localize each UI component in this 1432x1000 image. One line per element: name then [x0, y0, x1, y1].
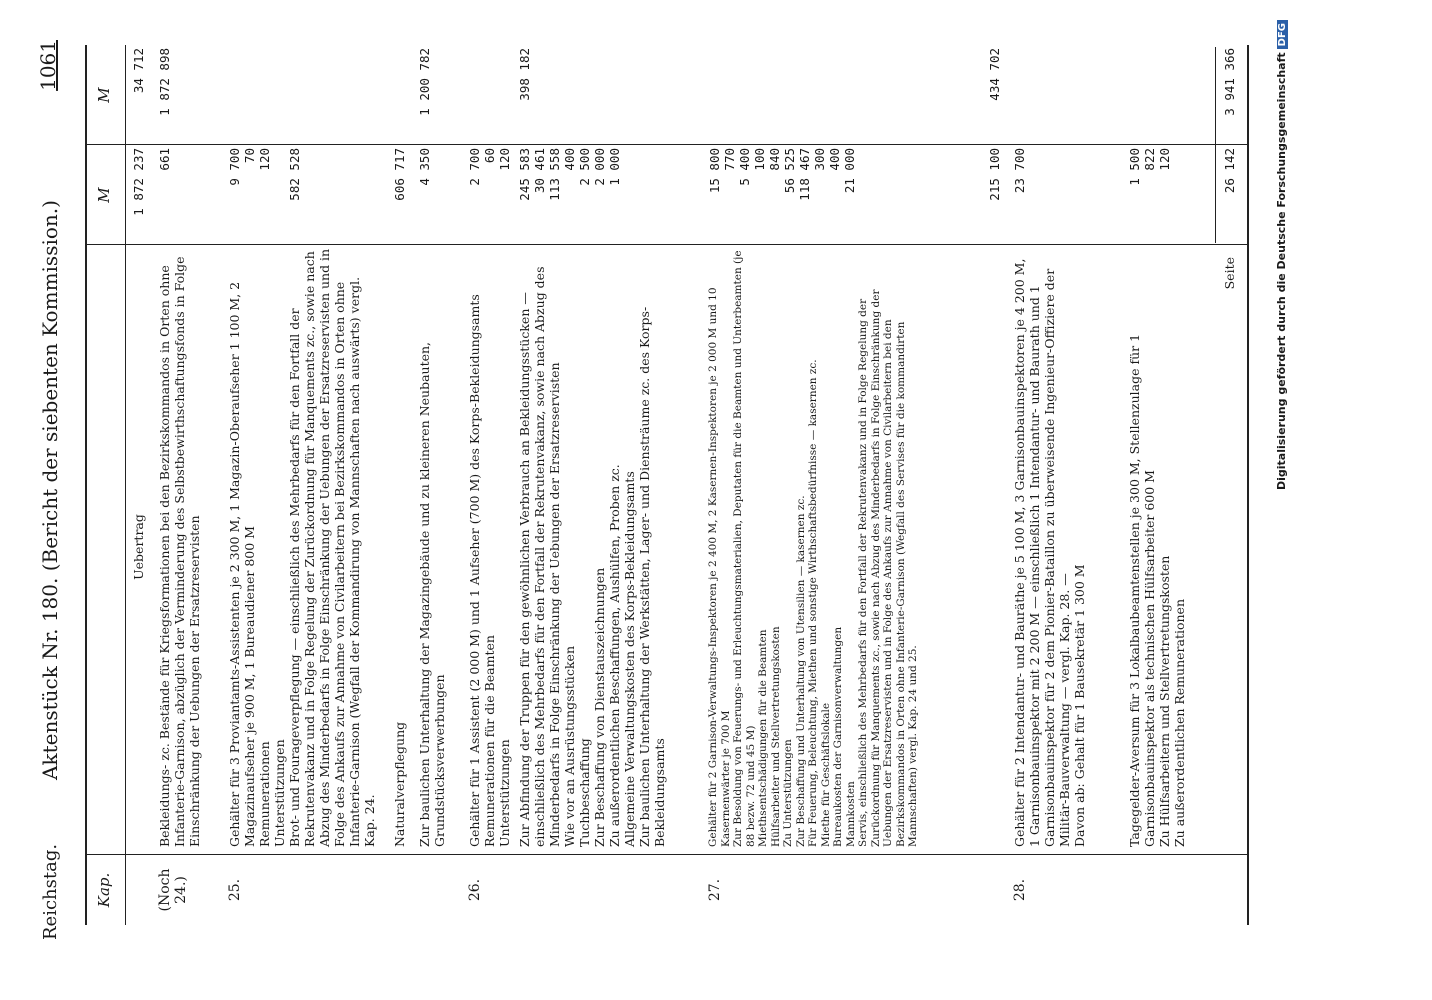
- total-rule: [1215, 47, 1216, 243]
- row-text: Zur baulichen Unterhaltung der Magazingebäude und zu kleineren Neubauten, Grundstücksverwerbungen: [417, 341, 447, 847]
- row-kap: 26.: [467, 878, 483, 902]
- col-m2-head: M: [95, 87, 113, 103]
- digitization-note: [1275, 20, 1288, 980]
- row-text: Naturalverpflegung: [392, 721, 407, 847]
- row-amount-m1: 245 583 30 461 113 558 400 2 500 2 000 1 000: [517, 148, 622, 201]
- header-rule: [125, 45, 126, 925]
- row-amount-m1: 2 700 60 120: [467, 148, 512, 186]
- header-title: Aktenstück Nr. 180. (Bericht der siebenten Kommission.): [38, 200, 62, 780]
- row-text: Bekleidungs- zc. Bestände für Kriegsformationen bei den Bezirkskommandos in Orten ohne Infanterie-Garnison, abzüglich der Verminderung des Selbstbewirthschaftungsfonds in Folge Einschränkung der Uebungen der Ersatzreservisten: [157, 256, 202, 847]
- carry-label: Uebertrag: [131, 514, 146, 580]
- row-amount-m2: 1 872 898: [157, 48, 172, 116]
- row-kap: 25.: [227, 878, 243, 902]
- total-m2: 3 941 366: [1222, 48, 1237, 116]
- row-kap: 28.: [1012, 878, 1028, 902]
- page-number: 1061: [36, 40, 60, 91]
- col-m2: [87, 45, 1247, 145]
- row-text: Gehälter für 3 Proviantamts-Assistenten je 2 300 M, 1 Magazin-Oberaufseher 1 100 M, 2 Magazinaufseher je 900 M, 1 Bureaudiener 800 M Remunerationen Unterstützungen: [227, 281, 287, 847]
- dfg-logo: DFG: [1277, 20, 1288, 49]
- total-m1: 26 142: [1222, 148, 1237, 194]
- row-amount-m1: 215 100: [987, 148, 1002, 201]
- row-amount-m1: 606 717: [392, 148, 407, 201]
- row-amount-m1: 9 700 70 120: [227, 148, 272, 186]
- row-amount-m1: 23 700: [1012, 148, 1027, 194]
- row-kap: 27.: [707, 878, 723, 902]
- col-kap-head: Kap.: [95, 872, 113, 908]
- carry-m2: 34 712: [131, 48, 146, 94]
- budget-table: [85, 45, 1249, 925]
- row-amount-m1: 4 350: [417, 148, 432, 186]
- row-amount-m1: 1 500 822 120: [1127, 148, 1172, 186]
- header-left: Reichstag.: [40, 843, 61, 940]
- row-text: Zur Abfindung der Truppen für den gewöhnlichen Verbrauch an Bekleidungsstücken — einschließlich des Mehrbedarfs für den Fortfall der Rekrutenvakanz, sowie nach Abzug des Minderbedarfs in Folge Einschränkung der Uebungen der Ersatzreservisten Wie vor an Ausrüstungsstücken Tuchbeschaffung Zur Beschaffung von Dienstauszeichnungen Zu außerordentlichen Beschaffungen, Aushülfen, Proben zc. Allgemeine Verwaltungskosten des Korps-Bekleidungsamts Zur baulichen Unterhaltung der Werkstätten, Lager- und Diensträume zc. des Korps-Bekleidungsamts: [517, 266, 667, 847]
- row-text: Gehälter für 2 Intendantur- und Bauräthe je 5 100 M, 3 Garnisonbauinspektoren je 4 200 M, 1 Garnisonbauinspektor mit 2 200 M — einschließlich 1 Intendantur- und Baurath und 1 Garnisonbauinspektor für 2 dem Pionier-Bataillon zu überweisende Ingenieur-Offiziere der Militär-Bauverwaltung — vergl. Kap. 28. — Davon ab: Gehalt für 1 Bausekretär 1 300 M: [1012, 258, 1087, 847]
- page-header: [30, 40, 70, 940]
- row-amount-m2: 398 182: [517, 48, 532, 101]
- digitization-text: Digitalisierung gefördert durch die Deutsche Forschungsgemeinschaft: [1275, 52, 1288, 491]
- col-m1-head: M: [95, 187, 113, 203]
- row-kap: (Noch 24.): [157, 868, 189, 912]
- carry-m1: 1 872 237: [131, 148, 146, 216]
- row-amount-m1: 582 528: [287, 148, 302, 201]
- row-amount-m1: 15 800 770 5 400 100 840 56 525 118 467 300 400 21 000: [707, 148, 857, 201]
- row-text: Brot- und Fourageverpflegung — einschließlich des Mehrbedarfs für den Fortfall der Rekrutenvakanz und in Folge Regelung der Zurückordnung für Manquements zc., sowie nach Abzug des Minderbedarfs in Folge Einschränkung der Uebungen der Ersatzreservisten und in Folge des Ankaufs zur Annahme von Civilarbeitern bei Bezirkskommandos in Orten ohne Infanterie-Garnison (Wegfall der Kommandirung von Mannschaften nach auswärts) vergl. Kap. 24.: [287, 248, 377, 847]
- row-amount-m2: 1 200 782: [417, 48, 432, 116]
- row-text: Tagegelder-Aversum für 3 Lokalbaubeamtenstellen je 300 M, Stellenzulage für 1 Garnisonbauinspektor als technischen Hülfsarbeiter 600 M Zu Hülfsarbeitern und Stellvertretungskosten Zu außerordentlichen Remunerationen: [1127, 333, 1187, 847]
- row-text: Gehälter für 2 Garnison-Verwaltungs-Inspektoren je 2 400 M, 2 Kasernen-Inspektoren je 2 000 M und 10 Kasernenwärter je 700 M Zur Besoldung von Feuerungs- und Erleuchtungsmaterialien, Deputaten für die Beamten und Unterbeamten (je 88 bezw. 72 und 45 M) Miethsentschädigungen für die Beamten Hülfsarbeiter und Stellvertretungskosten Zu Unterstützungen Zur Beschaffung und Unterhaltung von Utensilien — kasernen zc. Für Feuerung, Beleuchtung, Miethen und sonstige Wirthschaftsbedürfnisse — kasernen zc. Miethe für Geschäftslokale Bureaukosten der Garnisonverwaltungen Mannkosten Servis, einschließlich des Mehrbedarfs für den Fortfall der Rekrutenvakanz und in Folge Regelung der Zurückordnung für Manquements zc., sowie nach Abzug des Minderbedarfs in Folge Einschränkung der Uebungen der Ersatzreservisten und in Folge des Ankaufs zur Annahme von Civilarbeitern bei den Bezirkskommandos in Orten ohne Infanterie-Garnison (Wegfall des Servises für die kommandirten Mannschaften) vergl. Kap. 24 und 25.: [707, 250, 919, 847]
- row-amount-m1: 661: [157, 148, 172, 171]
- total-label: Seite: [1222, 257, 1237, 290]
- col-kap: [87, 854, 1247, 925]
- row-amount-m2: 434 702: [987, 48, 1002, 101]
- row-text: Gehälter für 1 Assistent (2 000 M) und 1 Aufseher (700 M) des Korps-Bekleidungsamts Remunerationen für die Beamten Unterstützungen: [467, 294, 512, 847]
